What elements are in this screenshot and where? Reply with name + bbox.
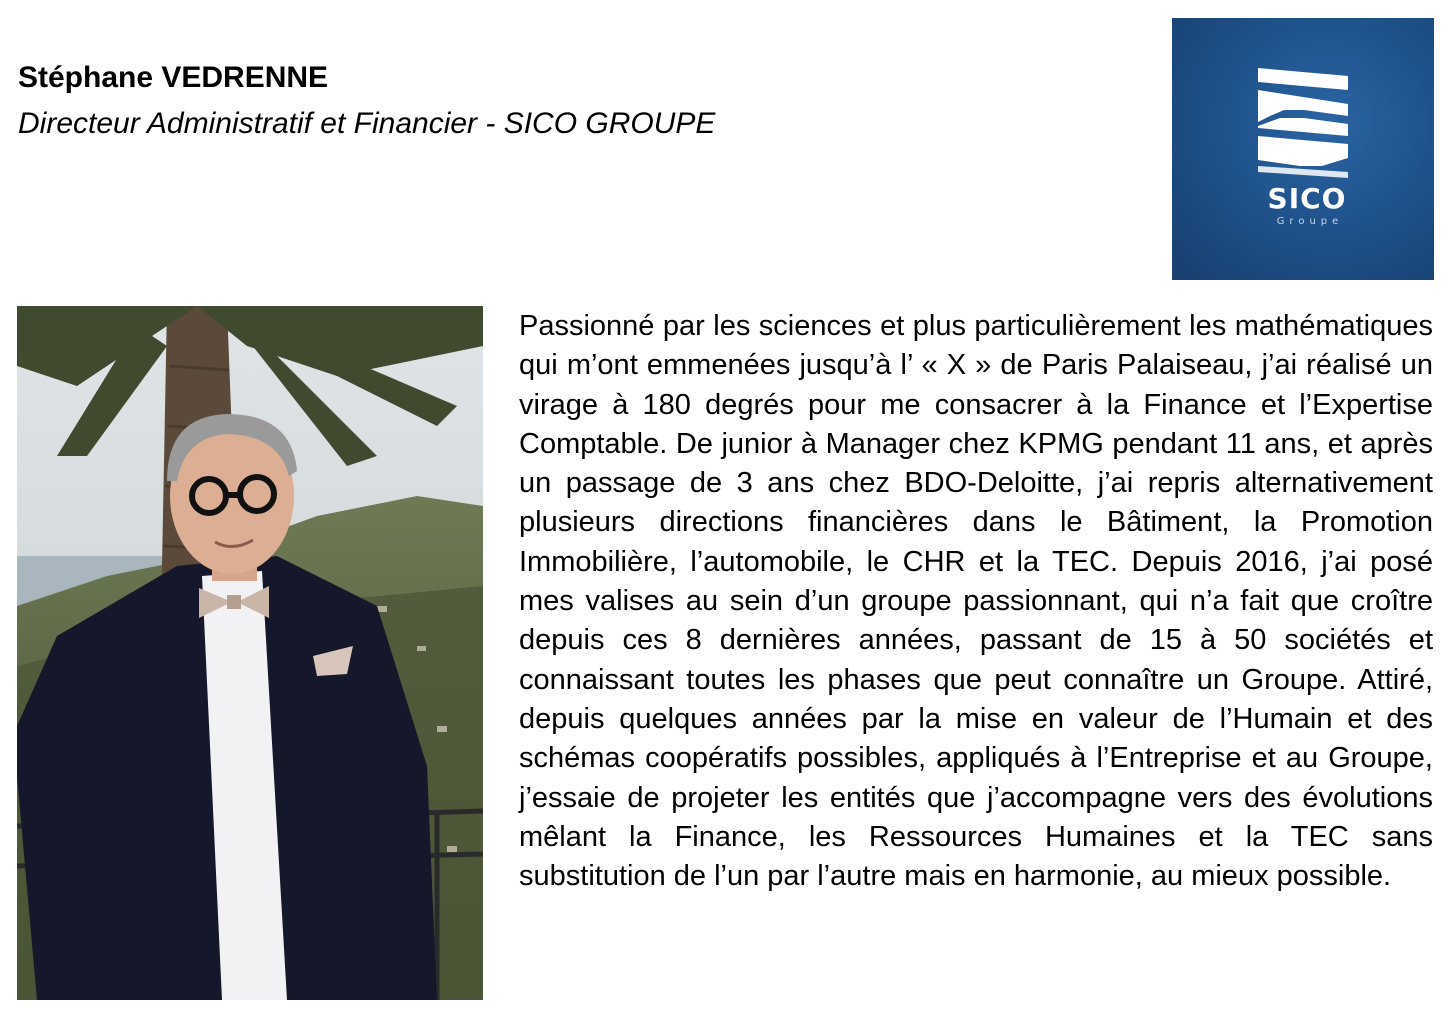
sico-logo xyxy=(1172,18,1434,280)
person-role: Directeur Administratif et Financier - SICO GROUPE xyxy=(18,107,716,140)
logo-wordmark: SICO xyxy=(1267,182,1347,215)
logo-subtitle: Groupe xyxy=(1276,216,1344,227)
portrait-photo xyxy=(17,306,483,1000)
biography-text: Passionné par les sciences et plus particulièrement les mathématiques qui m’ont emmenées jusqu’à l’ « X » de Paris Palaiseau, j’ai réalisé un virage à 180 degrés pour me consacrer à la Finance et l’Expertise Comptable. De junior à Manager chez KPMG pendant 11 ans, et après un passage de 3 ans chez BDO-Deloitte, j’ai repris alternativement plusieurs directions financières dans le Bâtiment, la Promotion Immobilière, l’automobile, le CHR et la TEC. Depuis 2016, j’ai posé mes valises au sein d’un groupe passionnant, qui n’a fait que croître depuis ces 8 dernières années, passant de 15 à 50 sociétés et connaissant toutes les phases que peut connaître un Groupe. Attiré, depuis quelques années par la mise en valeur de l’Humain et des schémas coopératifs possibles, appliqués à l’Entreprise et au Groupe, j’essaie de projeter les entités que j’accompagne vers des évolutions mêlant la Finance, les Ressources Humaines et la TEC sans substitution de l’un par l’autre mais en harmonie, au mieux possible. xyxy=(519,310,1433,893)
sico-s-emblem-icon xyxy=(1172,18,1434,280)
person-name: Stéphane VEDRENNE xyxy=(18,61,329,94)
